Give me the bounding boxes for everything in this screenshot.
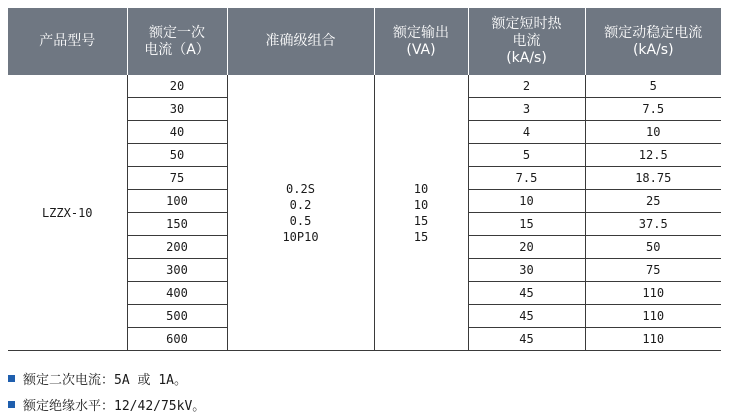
header-thermal-current: 额定短时热 电流 (kA/s) bbox=[468, 8, 585, 75]
primary-current-cell: 500 bbox=[127, 305, 227, 328]
thermal-current-cell: 30 bbox=[468, 259, 585, 282]
primary-current-cell: 40 bbox=[127, 121, 227, 144]
header-accuracy: 准确级组合 bbox=[227, 8, 374, 75]
primary-current-cell: 75 bbox=[127, 167, 227, 190]
dynamic-current-cell: 10 bbox=[585, 121, 721, 144]
spec-table bbox=[8, 8, 721, 351]
header-dynamic-current: 额定动稳定电流 (kA/s) bbox=[585, 8, 721, 75]
output-value: 15 bbox=[413, 213, 429, 228]
dynamic-current-cell: 37.5 bbox=[585, 213, 721, 236]
dynamic-current-cell: 75 bbox=[585, 259, 721, 282]
header-row bbox=[8, 8, 721, 75]
thermal-current-cell: 20 bbox=[468, 236, 585, 259]
thermal-current-cell: 45 bbox=[468, 328, 585, 351]
dynamic-current-cell: 7.5 bbox=[585, 98, 721, 121]
notes bbox=[8, 368, 205, 420]
primary-current-cell: 30 bbox=[127, 98, 227, 121]
header-model: 产品型号 bbox=[8, 8, 127, 75]
note-label: 额定绝缘水平： bbox=[23, 398, 115, 414]
note-value: 12/42/75kV。 bbox=[114, 398, 206, 414]
thermal-current-cell: 15 bbox=[468, 213, 585, 236]
table-body bbox=[8, 75, 721, 351]
thermal-current-cell: 2 bbox=[468, 75, 585, 98]
note-value: 5A 或 1A。 bbox=[114, 372, 187, 388]
primary-current-cell: 300 bbox=[127, 259, 227, 282]
primary-current-cell: 100 bbox=[127, 190, 227, 213]
accuracy-value: 0.5 bbox=[289, 213, 312, 228]
thermal-current-cell: 45 bbox=[468, 305, 585, 328]
dynamic-current-cell: 110 bbox=[585, 328, 721, 351]
thermal-current-cell: 5 bbox=[468, 144, 585, 167]
thermal-current-cell: 7.5 bbox=[468, 167, 585, 190]
output-cell bbox=[374, 75, 468, 351]
accuracy-value: 0.2 bbox=[289, 197, 312, 212]
primary-current-cell: 600 bbox=[127, 328, 227, 351]
primary-current-cell: 150 bbox=[127, 213, 227, 236]
note-secondary-current bbox=[8, 368, 205, 388]
accuracy-value: 10P10 bbox=[282, 229, 319, 244]
note-insulation-level bbox=[8, 394, 205, 414]
thermal-current-cell: 10 bbox=[468, 190, 585, 213]
model-cell: LZZX-10 bbox=[8, 75, 127, 351]
thermal-current-cell: 3 bbox=[468, 98, 585, 121]
primary-current-cell: 400 bbox=[127, 282, 227, 305]
table-row bbox=[8, 75, 721, 98]
output-value: 15 bbox=[413, 229, 429, 244]
dynamic-current-cell: 110 bbox=[585, 305, 721, 328]
table-header bbox=[8, 8, 721, 75]
dynamic-current-cell: 25 bbox=[585, 190, 721, 213]
header-primary-current: 额定一次 电流（A） bbox=[127, 8, 227, 75]
primary-current-cell: 200 bbox=[127, 236, 227, 259]
note-label: 额定二次电流： bbox=[23, 372, 115, 388]
dynamic-current-cell: 5 bbox=[585, 75, 721, 98]
accuracy-cell bbox=[227, 75, 374, 351]
dynamic-current-cell: 50 bbox=[585, 236, 721, 259]
thermal-current-cell: 4 bbox=[468, 121, 585, 144]
accuracy-value: 0.2S bbox=[286, 181, 315, 196]
primary-current-cell: 20 bbox=[127, 75, 227, 98]
output-value: 10 bbox=[413, 181, 429, 196]
dynamic-current-cell: 18.75 bbox=[585, 167, 721, 190]
thermal-current-cell: 45 bbox=[468, 282, 585, 305]
output-value: 10 bbox=[413, 197, 429, 212]
dynamic-current-cell: 12.5 bbox=[585, 144, 721, 167]
dynamic-current-cell: 110 bbox=[585, 282, 721, 305]
header-output: 额定输出 (VA) bbox=[374, 8, 468, 75]
square-bullet-icon bbox=[8, 375, 15, 382]
primary-current-cell: 50 bbox=[127, 144, 227, 167]
square-bullet-icon bbox=[8, 401, 15, 408]
